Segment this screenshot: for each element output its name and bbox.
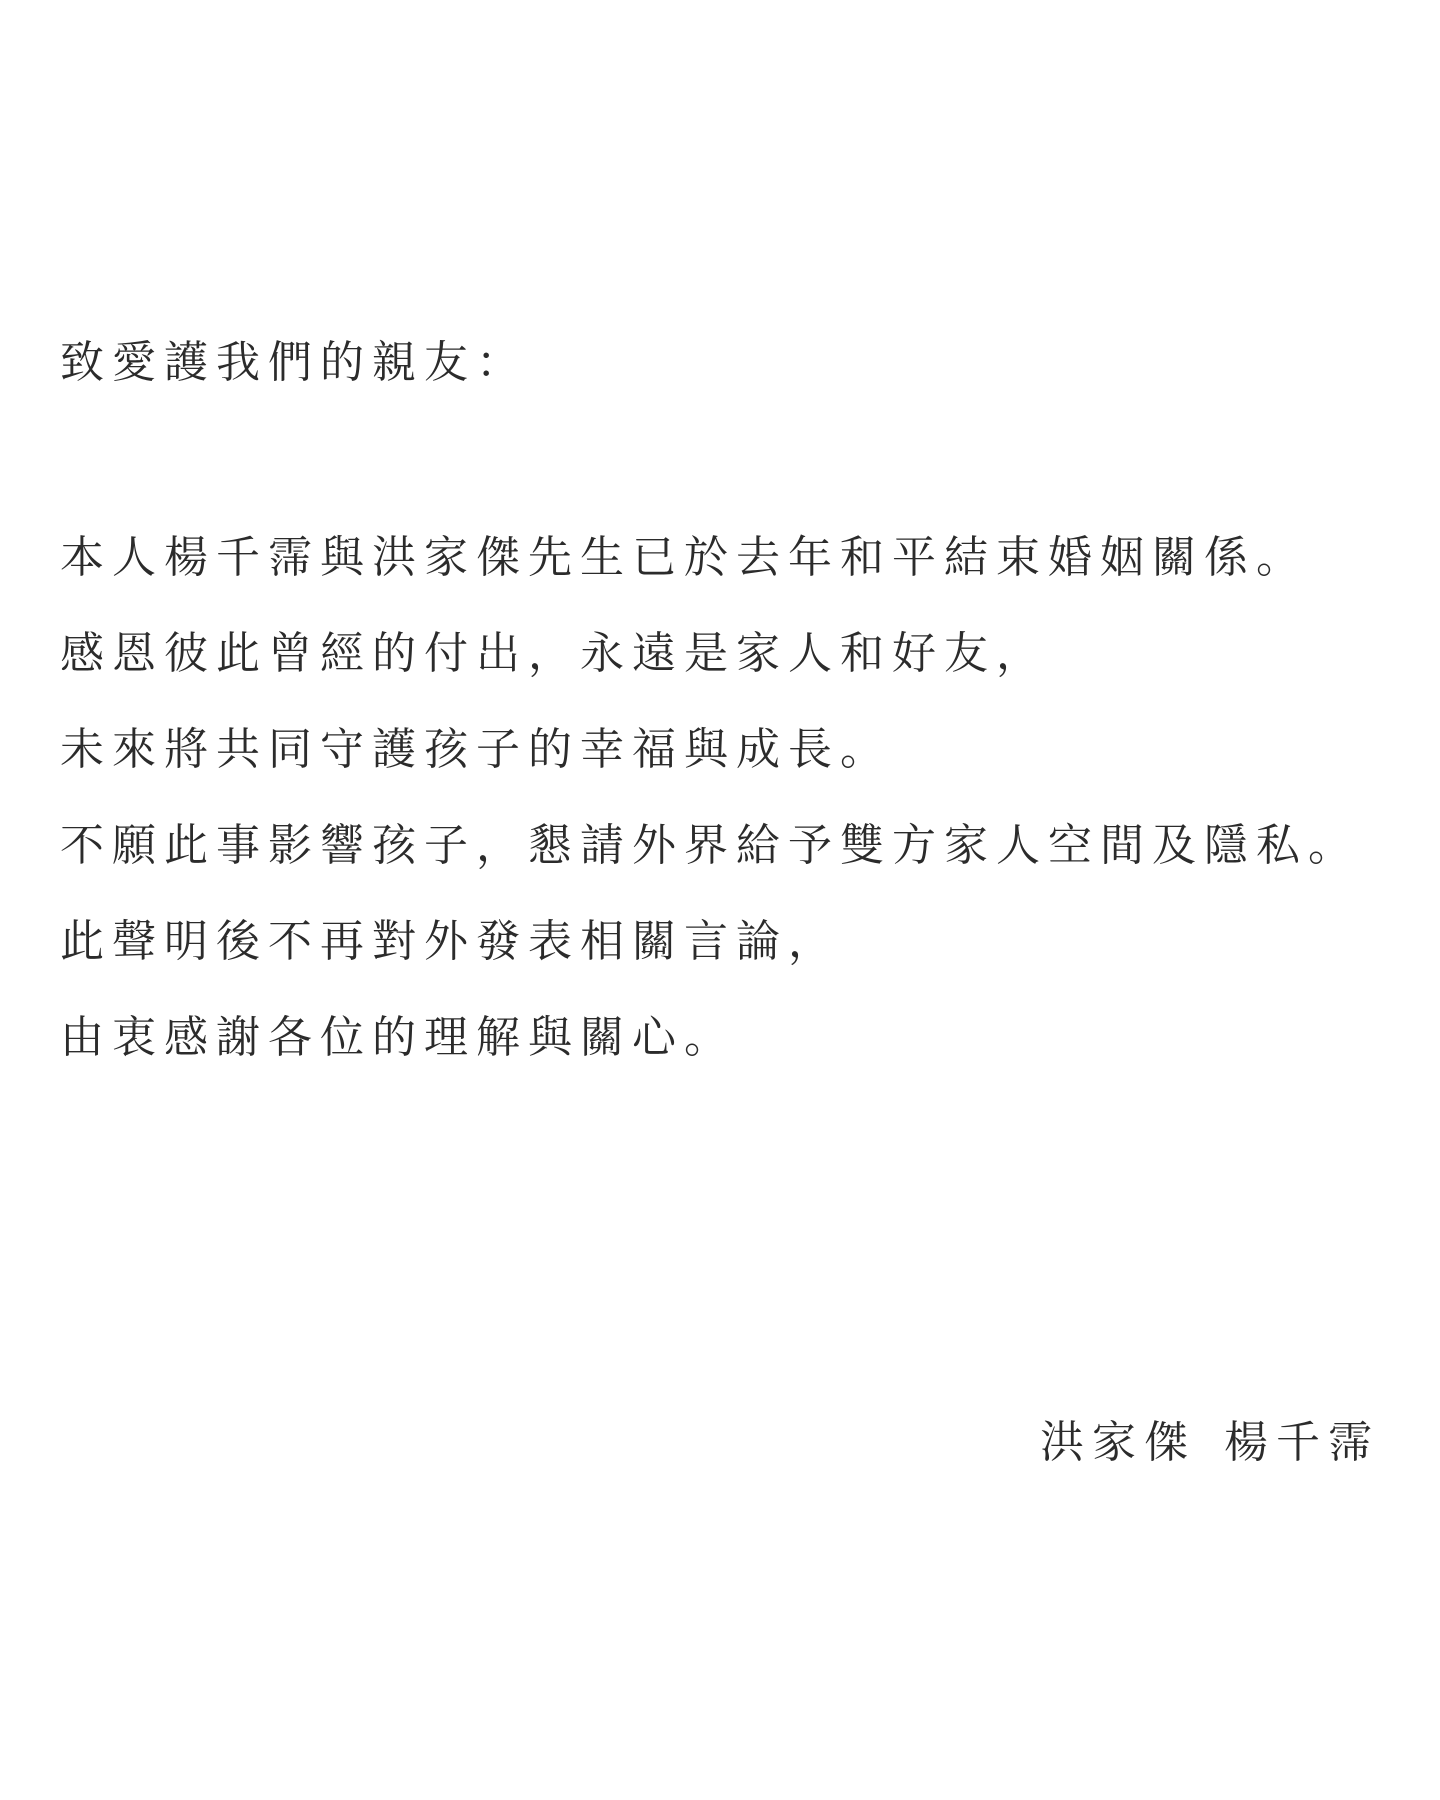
statement-line: 由衷感謝各位的理解與關心。 <box>60 1012 736 1063</box>
statement-line: 不願此事影響孩子，懇請外界給予雙方家人空間及隱私。 <box>60 820 1360 871</box>
statement-line: 感恩彼此曾經的付出，永遠是家人和好友， <box>60 628 1048 679</box>
signature-name: 洪家傑 <box>1040 1417 1196 1468</box>
signature-block <box>1040 1415 1380 1471</box>
greeting-line: 致愛護我們的親友： <box>60 337 528 388</box>
signature-name: 楊千霈 <box>1224 1417 1380 1468</box>
statement-line: 本人楊千霈與洪家傑先生已於去年和平結束婚姻關係。 <box>60 532 1308 583</box>
statement-body <box>60 530 1420 1106</box>
statement-line: 未來將共同守護孩子的幸福與成長。 <box>60 724 892 775</box>
statement-line: 此聲明後不再對外發表相關言論， <box>60 916 840 967</box>
